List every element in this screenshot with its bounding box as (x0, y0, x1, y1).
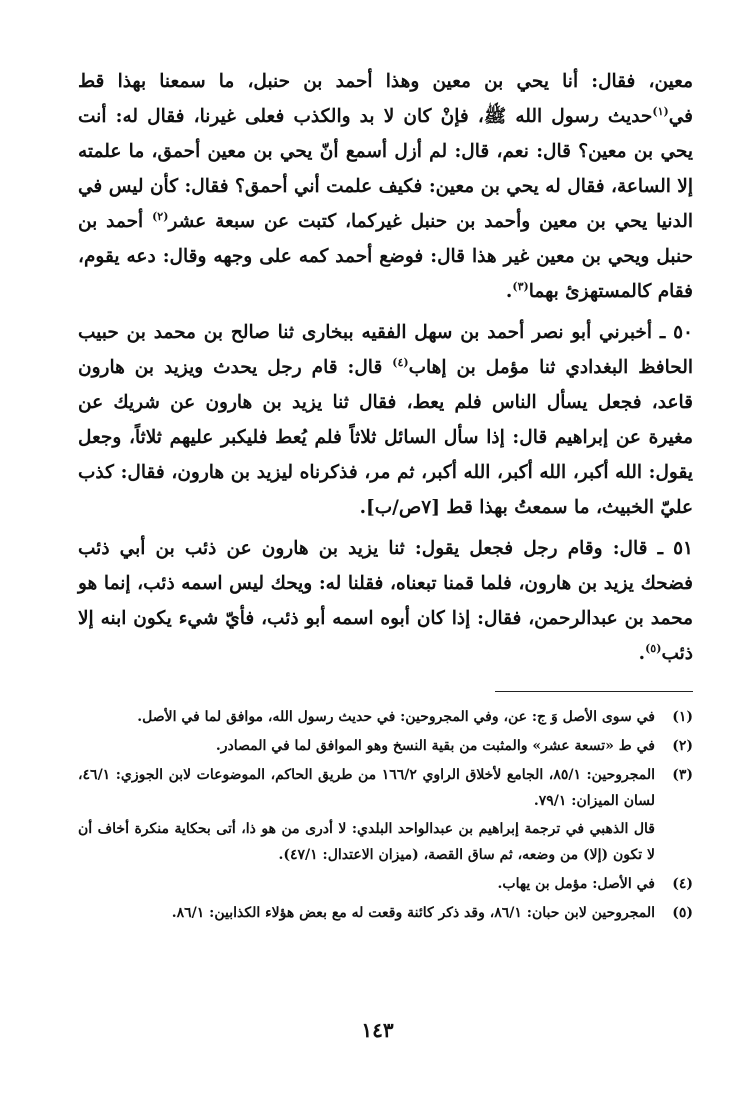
footnote-3 (78, 762, 693, 868)
footnote-ref-1: (١) (652, 104, 669, 118)
footnote-5 (78, 900, 693, 926)
footnote-number: (٢) (672, 738, 693, 754)
footnote-continuation: قال الذهبي في ترجمة إبراهيم بن عبدالواحد البلدي: لا أدرى من هو ذا، أتى بحكاية منكرة أخاف أن لا تكون (إلا) من وضعه، ثم ساق القصة، (ميزان الاعتدال: ٤٧/١). (78, 821, 655, 863)
footnote-text: في ط «تسعة عشر» والمثبت من بقية النسخ وهو الموافق لما في المصادر. (215, 738, 655, 754)
paragraph-50 (78, 315, 693, 525)
footnote-text: في الأصل: مؤمل بن يهاب. (497, 876, 655, 892)
paragraph-1-text-c: أحمد بن حنبل ويحي بن معين غير هذا قال: فوضع أحمد كمه على وجهه وقال: دعه يقوم، فقام كالمستهزئ بهما (78, 211, 693, 302)
page-content (78, 64, 693, 926)
paragraph-51-text-b: . (638, 643, 646, 664)
footnote-number: (٥) (672, 905, 693, 921)
footnote-ref-2: (٢) (152, 209, 169, 223)
footnote-divider (495, 691, 693, 692)
paragraph-1-text-d: . (505, 281, 513, 302)
paragraph-50-text-b: قال: قام رجل يحدث ويزيد بن هارون قاعد، فجعل يسأل الناس فلم يعط، فقال ثنا يزيد بن هارون عن شريك عن مغيرة عن إبراهيم قال: إذا سأل السائل ثلاثاً فلم يُعط فليكبر عليهم ثلاثاً، وجعل يقول: الله أكبر، الله أكبر، الله أكبر، ثم مر، فذكرناه ليزيد بن هارون، فقال: كذب عليّ الخبيث، ما سمعتُ بهذا قط [٧ص/ب]. (78, 357, 693, 518)
footnote-ref-4: (٤) (392, 355, 409, 369)
footnote-text: المجروحين لابن حبان: ٨٦/١، وقد ذكر كائنة وقعت له مع بعض هؤلاء الكذابين: ٨٦/١. (171, 905, 655, 921)
footnote-text: المجروحين: ٨٥/١، الجامع لأخلاق الراوي ١٦٦/٢ من طريق الحاكم، الموضوعات لابن الجوزي: ٤٦/١، لسان الميزان: ٧٩/١. (78, 767, 655, 809)
paragraph-1-text-b: حديث رسول الله ﷺ، فإنْ كان لا بد والكذب فعلى غيرنا، فقال له: أنت يحي بن معين؟ قال: نعم، قال: لم أزل أسمع أنّ يحي بن معين أحمق، ما علمته إلا الساعة، فقال له يحي بن معين: فكيف علمت أني أحمق؟ فقال: كأن ليس في الدنيا يحي بن معين وأحمد بن حنبل غيركما، كتبت عن سبعة عشر (78, 106, 693, 232)
footnote-text-block (78, 762, 655, 868)
footnote-number: (١) (672, 709, 693, 725)
footnote-number: (٤) (672, 876, 693, 892)
paragraph-51-text-a: ٥١ ـ قال: وقام رجل فجعل يقول: ثنا يزيد بن هارون عن ذئب بن أبي ذئب فضحك يزيد بن هارون، فلما قمنا تبعناه، فقلنا له: ويحك ليس اسمه ذئب، إنما هو محمد بن عبدالرحمن، فقال: إذا كان أبوه اسمه أبو ذئب، فأيّ شيء يكون ابنه إلا ذئب (78, 538, 693, 664)
footnote-text: في سوى الأصل وَ ج: عن، وفي المجروحين: في حديث رسول الله، موافق لما في الأصل. (137, 709, 655, 725)
paragraph-1-text-a: معين، فقال: أنا يحي بن معين وهذا أحمد بن حنبل، ما سمعنا بهذا قط في (78, 71, 693, 127)
footnote-4 (78, 871, 693, 897)
footnote-2 (78, 733, 693, 759)
paragraph-1 (78, 64, 693, 309)
footnotes (78, 704, 693, 926)
paragraph-51 (78, 531, 693, 671)
footnote-ref-5: (٥) (645, 641, 662, 655)
footnote-ref-3: (٣) (512, 279, 529, 293)
footnote-number: (٣) (672, 767, 693, 783)
paragraph-50-text-a: ٥٠ ـ أخبرني أبو نصر أحمد بن سهل الفقيه ببخارى ثنا صالح بن محمد بن حبيب الحافظ البغدادي ثنا مؤمل بن إهاب (78, 322, 693, 378)
footnote-1 (78, 704, 693, 730)
page-number: ١٤٣ (361, 1018, 394, 1042)
